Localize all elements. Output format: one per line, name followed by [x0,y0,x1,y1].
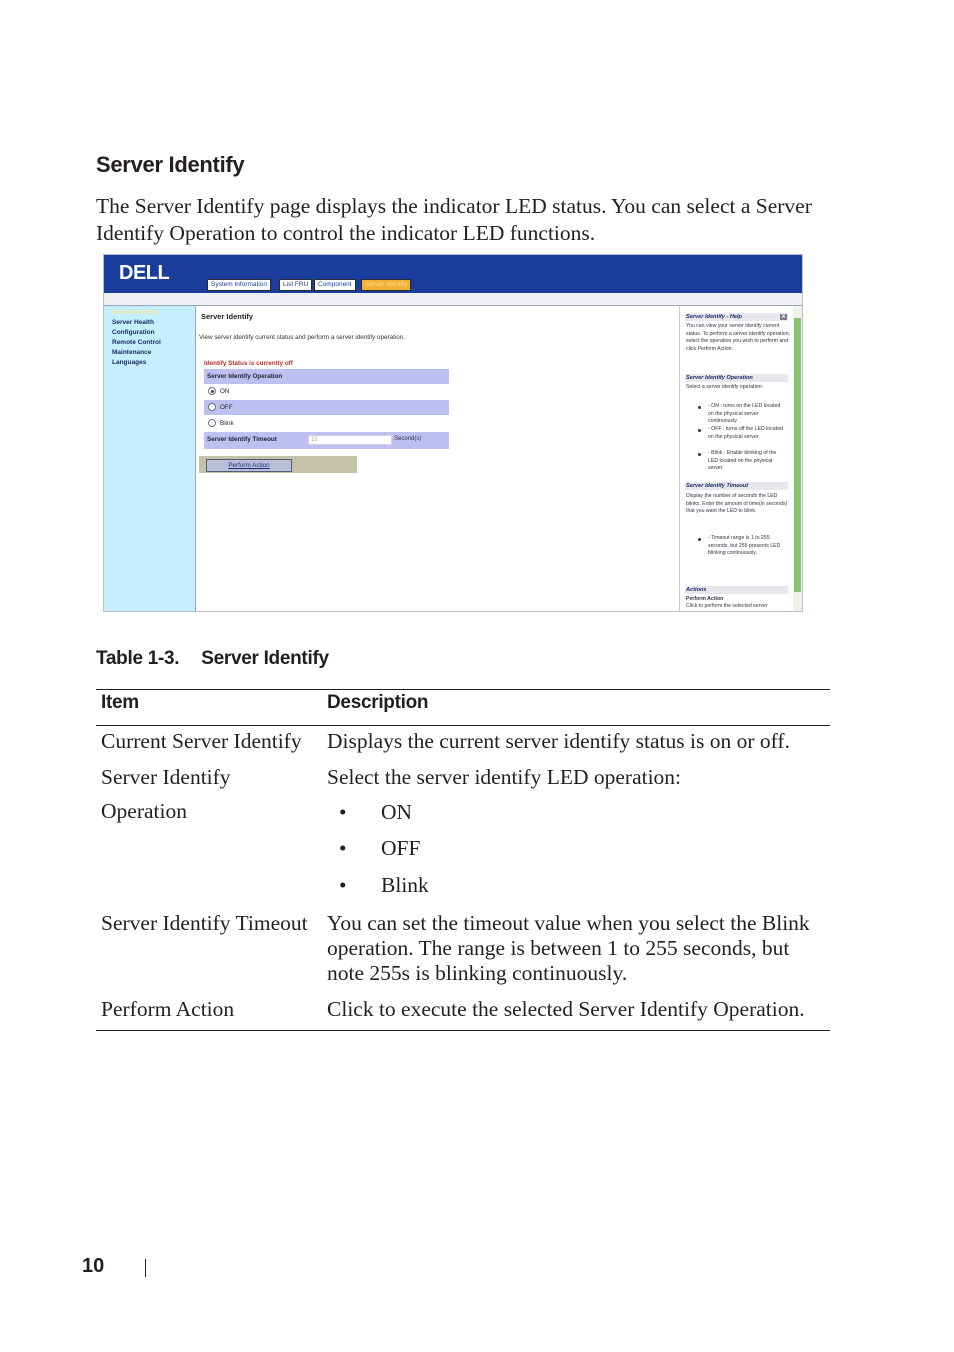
timeout-input[interactable]: 15 [308,435,392,445]
page-number: 10 [82,1255,105,1277]
bullet-item-blink: Blink [381,873,429,897]
table-row-item-continued: Operation [101,799,187,823]
radio-blink[interactable] [208,419,216,427]
timeout-unit: Second(s) [394,436,422,442]
help-timeout-intro: Display the number of seconds the LED blinks. Enter the amount of time(in seconds) that you want the LED to blink. [686,493,788,515]
radio-on[interactable] [208,387,216,395]
help-op-bullet-on [699,403,787,426]
sidebar-item-configuration[interactable]: Configuration [112,329,155,336]
column-header-description: Description [327,692,429,713]
help-operation-intro: Select a server identify operation: [686,384,763,390]
tab-list-fru[interactable]: List FRU [279,279,312,291]
intro-paragraph: The Server Identify page displays the indicator LED status. You can select a Server Identify Operation to control the indicator LED functions. [96,194,812,245]
option-off-row[interactable] [204,400,449,415]
tab-component[interactable]: Component [314,279,356,291]
section-title: Server Identify [96,152,245,177]
sidebar-item-server-health[interactable]: Server Health [112,319,154,326]
option-blink-label: Blink [220,420,234,427]
action-bar [199,456,357,473]
help-operation-head: Server Identify Operation [685,374,788,382]
column-header-item: Item [101,692,139,713]
bullet-dot: • [339,800,347,824]
table-bottom-rule [96,1030,830,1031]
help-panel [679,306,794,611]
table-caption-title: Server Identify [201,648,329,669]
help-timeout-bullet [699,535,787,558]
server-identify-screenshot [103,254,803,612]
sidebar-item-server-identify[interactable]: Server Identify [112,309,158,316]
help-actions-desc: Click to perform the selected server [686,603,768,609]
bullet-item-on: ON [381,800,413,824]
tab-system-information[interactable]: System Information [207,279,271,291]
table-row-desc: Displays the current server identify status is on or off. [327,729,790,753]
table-row-desc: Select the server identify LED operation: [327,765,682,789]
table-row-item: Server Identify [101,765,231,789]
help-intro: You can view your server identify current status. To perform a server identify operation, select the operation you wish to perform and click Perform Action. [686,323,790,352]
timeout-label: Server Identify Timeout [207,436,277,443]
help-title-text: Server Identify - Help [686,314,742,320]
close-icon[interactable]: X [781,314,786,320]
help-op-bullet-off [699,426,787,441]
table-top-rule [96,689,830,690]
panel-description: View server identify current status and perform a server identify operation. [199,334,406,341]
option-off-label: OFF [220,404,233,411]
radio-off[interactable] [208,403,216,411]
sidebar [104,306,196,611]
table-caption [96,648,329,670]
bullet-dot: • [339,873,347,897]
help-title [685,313,788,321]
table-row-desc: Click to execute the selected Server Identify Operation. [327,997,805,1021]
help-actions-item: Perform Action [686,596,724,602]
option-on-row[interactable] [204,384,449,399]
scroll-thumb[interactable] [794,318,801,592]
sidebar-item-maintenance[interactable]: Maintenance [112,349,152,356]
help-actions-head: Actions [685,586,788,594]
table-row-item: Server Identify Timeout [101,911,308,935]
perform-action-button[interactable]: Perform Action [206,459,292,472]
help-timeout-bullet-text: - Timeout range is 1 to 255 seconds, but 255 presents LED blinking continuously. [708,535,781,557]
operation-header [204,369,449,384]
help-op-bullet-off-text: - OFF : turns off the LED located on the physical server. [708,426,783,440]
help-op-bullet-blink-text: - Blink : Enable blinking of the LED located on the physical server. [708,450,777,472]
top-banner [104,255,802,293]
content-panel [196,306,678,611]
bullet-item-off: OFF [381,836,421,860]
panel-title: Server Identify [201,312,254,321]
tab-server-identify[interactable]: Server Identify [361,279,411,291]
identify-status: Identify Status is currently off [204,360,293,367]
help-op-bullet-blink [699,450,787,473]
table-caption-number: Table 1-3. [96,648,180,669]
table-row-item: Current Server Identify [101,729,302,753]
table-row-desc: You can set the timeout value when you select the Blink operation. The range is between 1 to 255 seconds, but note 255s is blinking continuously. [327,911,810,985]
table-header-rule [96,725,830,726]
option-on-label: ON [220,388,230,395]
sidebar-item-languages[interactable]: Languages [112,359,147,366]
help-op-bullet-on-text: - ON : turns on the LED located on the physical server continuously. [708,403,781,425]
operation-header-label: Server Identify Operation [207,373,283,380]
table-row-item: Perform Action [101,997,235,1021]
dell-logo: DELL [119,262,170,284]
option-blink-row[interactable] [204,416,449,431]
bullet-dot: • [339,836,347,860]
help-timeout-head: Server Identify Timeout [685,482,788,490]
help-scrollbar[interactable] [793,306,802,611]
timeout-row [204,432,449,449]
sidebar-item-remote-control[interactable]: Remote Control [112,339,161,346]
footer-divider [145,1259,146,1277]
banner-strip [104,293,802,306]
